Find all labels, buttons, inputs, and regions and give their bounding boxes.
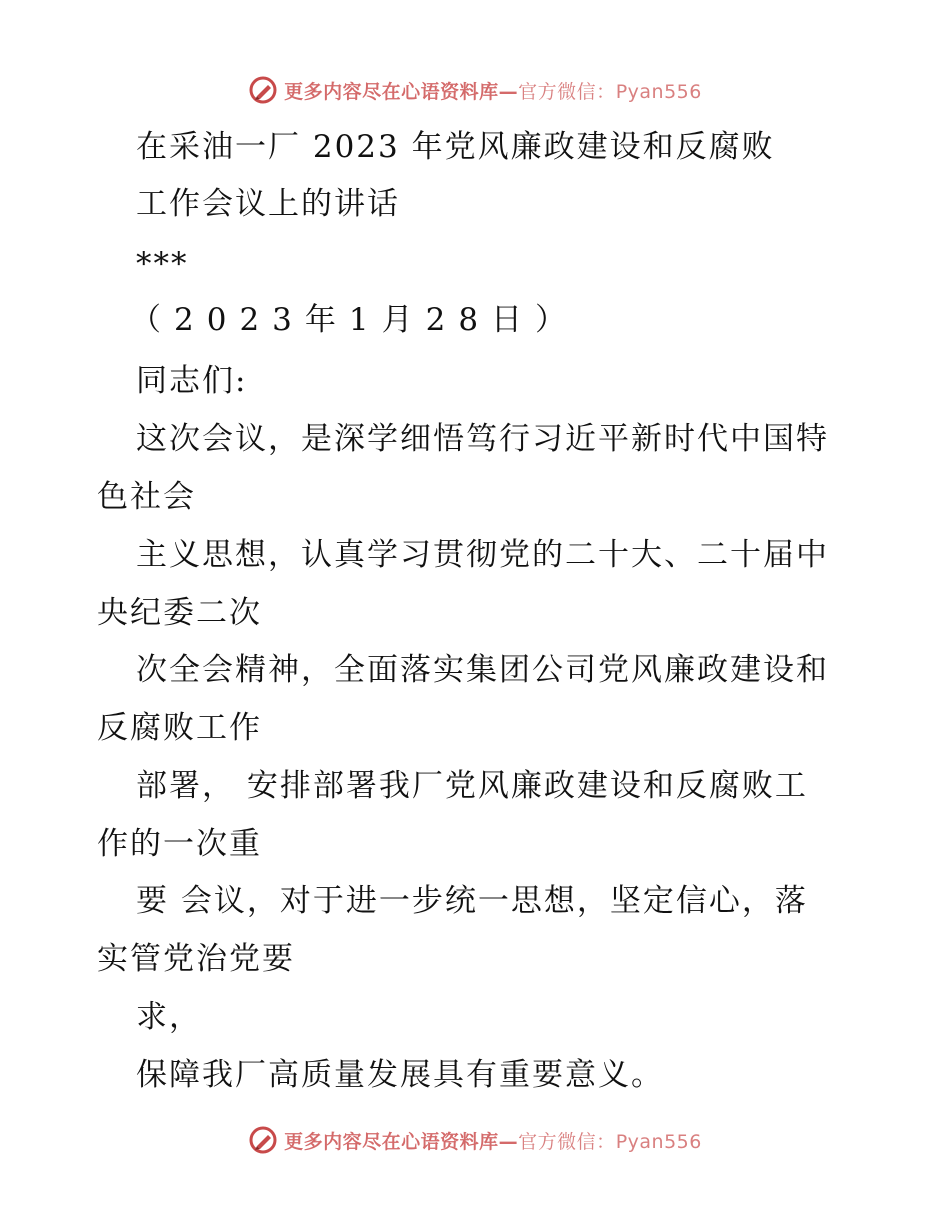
header-watermark: [0, 70, 950, 110]
date: （2023年1月28日）: [130, 302, 580, 338]
pen-logo-icon: [248, 75, 278, 105]
paragraph-line: 要 会议，对于进一步统一思想，坚定信心，落: [136, 883, 808, 919]
pen-logo-icon: [248, 1125, 278, 1155]
paragraph-line: 这次会议，是深学细悟笃行习近平新时代中国特: [136, 421, 829, 457]
paragraph-line: 次全会精神，全面落实集团公司党风廉政建设和: [136, 652, 829, 688]
paragraph-line: 作的一次重: [97, 826, 262, 862]
paragraph-line: 部署， 安排部署我厂党风廉政建设和反腐败工: [136, 768, 808, 804]
paragraph-line: 央纪委二次: [97, 595, 262, 631]
paragraph-line: 色社会: [97, 479, 196, 515]
paragraph-line: 反腐败工作: [97, 710, 262, 746]
watermark-text: 更多内容尽在心语资料库—官方微信：Pyan556: [284, 80, 702, 103]
paragraph-line: 实管党治党要: [97, 941, 295, 977]
title-line-2: 工作会议上的讲话: [136, 186, 400, 222]
watermark-text: 更多内容尽在心语资料库—官方微信：Pyan556: [284, 1130, 702, 1153]
paragraph-line: 保障我厂高质量发展具有重要意义。: [136, 1057, 664, 1093]
salutation: 同志们:: [136, 363, 248, 399]
paragraph-line: 主义思想，认真学习贯彻党的二十大、二十届中: [136, 537, 829, 573]
footer-watermark: [0, 1120, 950, 1160]
paragraph-line: 求，: [136, 999, 202, 1035]
author: ***: [136, 246, 189, 282]
title-line-1: 在采油一厂 2023 年党风廉政建设和反腐败: [136, 129, 775, 165]
